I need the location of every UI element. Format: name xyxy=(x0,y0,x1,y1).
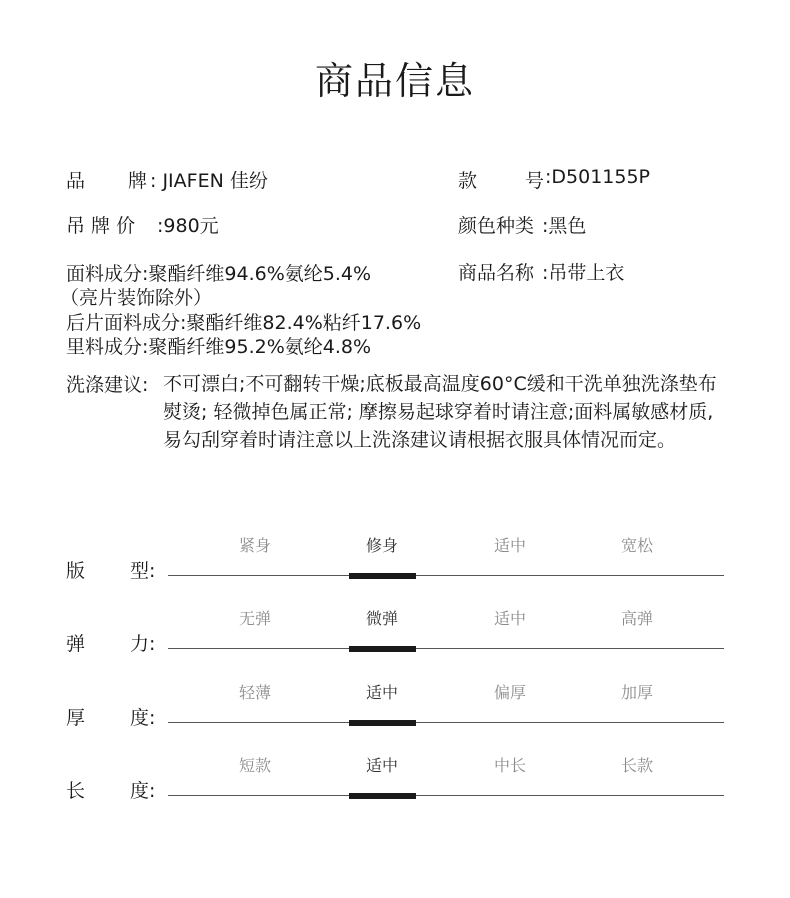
spec-label-b: 度: xyxy=(130,707,156,729)
spec-label-a: 长 xyxy=(66,780,86,802)
spec-option: 适中 xyxy=(493,536,526,555)
color-value: :黑色 xyxy=(542,215,587,237)
spec-scale-line xyxy=(168,795,724,796)
product-name-label: 商品名称 xyxy=(458,262,535,284)
spec-option: 偏厚 xyxy=(493,683,526,702)
brand-label-a: 品 xyxy=(66,170,86,192)
style-no-label-a: 款 xyxy=(458,170,478,192)
spec-label-a: 弹 xyxy=(66,633,86,655)
spec-label-a: 版 xyxy=(66,560,86,582)
spec-label-b: 力: xyxy=(130,633,156,655)
spec-option-selected: 适中 xyxy=(365,683,398,702)
brand-value: : JIAFEN 佳纷 xyxy=(150,170,268,192)
fabric-line-2: （亮片装饰除外） xyxy=(60,287,213,309)
style-no-label-b: 号 xyxy=(525,170,545,192)
spec-label-a: 厚 xyxy=(66,707,86,729)
price-label: 吊 牌 价 xyxy=(66,215,136,237)
spec-option: 加厚 xyxy=(620,683,653,702)
color-label: 颜色种类 xyxy=(458,215,535,237)
brand-label-b: 牌 xyxy=(128,170,148,192)
wash-text: 不可漂白;不可翻转干燥;底板最高温度60°C缓和干洗单独洗涤垫布熨烫; 轻微掉色属正常; 摩擦易起球穿着时请注意;面料属敏感材质,易勾刮穿着时请注意以上洗涤建议请根据衣服具体情况而定。 xyxy=(163,373,717,451)
spec-option: 高弹 xyxy=(620,609,653,628)
spec-selected-marker xyxy=(349,573,416,579)
wash-label: 洗涤建议: xyxy=(66,374,149,396)
spec-option-selected: 适中 xyxy=(365,756,398,775)
spec-label-b: 型: xyxy=(130,560,156,582)
style-no-value: :D501155P xyxy=(545,166,651,188)
spec-option: 轻薄 xyxy=(238,683,271,702)
page-title: 商品信息 xyxy=(314,59,475,103)
price-value: :980元 xyxy=(157,215,219,237)
product-name-value: :吊带上衣 xyxy=(542,262,625,284)
spec-option-selected: 修身 xyxy=(365,536,398,555)
spec-option: 长款 xyxy=(620,756,653,775)
spec-option: 适中 xyxy=(493,609,526,628)
spec-option-selected: 微弹 xyxy=(365,609,398,628)
spec-selected-marker xyxy=(349,646,416,652)
spec-selected-marker xyxy=(349,793,416,799)
spec-scale-line xyxy=(168,722,724,723)
spec-label-b: 度: xyxy=(130,780,156,802)
fabric-line-1: 面料成分:聚酯纤维94.6%氨纶5.4% xyxy=(66,263,372,285)
spec-option: 短款 xyxy=(238,756,271,775)
spec-option: 宽松 xyxy=(620,536,653,555)
back-fabric: 后片面料成分:聚酯纤维82.4%粘纤17.6% xyxy=(66,312,422,334)
spec-option: 无弹 xyxy=(238,609,271,628)
spec-option: 紧身 xyxy=(238,536,271,555)
spec-scale-line xyxy=(168,648,724,649)
spec-option: 中长 xyxy=(493,756,526,775)
lining: 里料成分:聚酯纤维95.2%氨纶4.8% xyxy=(66,336,372,358)
spec-scale-line xyxy=(168,575,724,576)
spec-selected-marker xyxy=(349,720,416,726)
